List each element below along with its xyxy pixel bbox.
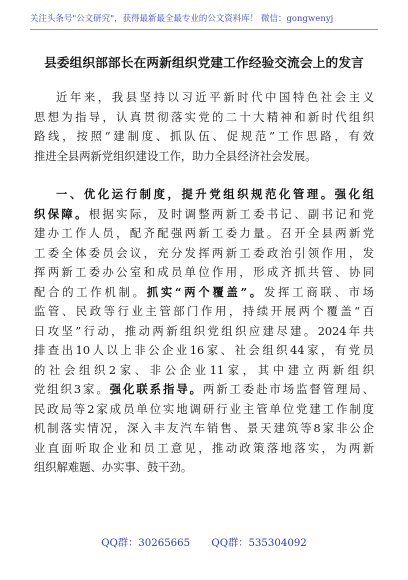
document-body: [34, 88, 374, 478]
paragraph-line: 建办工作人员，配齐配强两新工委力量。召开全县两新党: [34, 227, 374, 240]
subheading-strengthen-org: 强化组: [334, 187, 374, 201]
paragraph-line: 机制落实情况，深入丰友汽车销售、景天建筑等8家非公企: [34, 422, 374, 435]
subheading-two-coverage: 抓实“两个覆盖”。: [146, 284, 265, 299]
paragraph-line: [34, 205, 374, 225]
paragraph-line: 民政局等2家成员单位实地调研行业主管单位党建工作制度: [34, 402, 374, 416]
paragraph-line: 排查出10人以上非公企业16家、社会组织44家，有党员: [34, 344, 374, 357]
footer-qq-group-1: QQ群：30265665: [101, 538, 191, 549]
paragraph-line: 组织解难题、办实事、鼓干劲。: [34, 461, 193, 474]
document-title: 县委组织部部长在两新组织党建工作经验交流会上的发言: [44, 55, 364, 70]
paragraph-line: [34, 283, 374, 303]
header-divider: [30, 29, 378, 30]
paragraph-line: 日攻坚”行动，推动两新组织党组织应建尽建。2024年共: [34, 324, 374, 338]
subheading-strengthen-org-cont: 织保障。: [34, 206, 89, 221]
header-promo-note: 关注头条号"公文研究"，获得最新最全最专业的公文资料库！ 微信：gongwenyj: [30, 13, 334, 23]
paragraph-line: 工委全体委员会议，充分发挥两新工委政治引领作用，发: [34, 246, 374, 260]
paragraph-line: 近年来，我县坚持以习近平新时代中国特色社会主义: [56, 91, 374, 104]
paragraph-line: 路线，按照“建制度、抓队伍、促规范”工作思路，有效: [34, 130, 374, 143]
paragraph-line: 监管、民政等行业主管部门作用，持续开展两个覆盖“百: [34, 305, 374, 318]
footer-qq-group-2: QQ群：535304092: [211, 538, 307, 549]
paragraph-line: 业直面听取企业和员工意见，推动政策落地落实，为两新: [34, 441, 374, 455]
paragraph-text: 发挥工商联、市场: [264, 285, 374, 299]
section-heading-line: [34, 185, 374, 205]
paragraph-line: 的社会组织2家、非公企业11家，其中建立两新组织: [34, 363, 374, 377]
paragraph-line: 挥两新工委办公室和成员单位作用，形成齐抓共管、协同: [34, 266, 374, 279]
paragraph-text: 两新工委赴市场监督管理局、: [202, 383, 374, 396]
paragraph-line: [34, 380, 374, 400]
paragraph-text: 党组织3家。: [34, 383, 110, 396]
paragraph-text: 根据实际，及时调整两新工委书记、副书记和党: [88, 207, 374, 221]
section-heading: 一、优化运行制度，提升党组织规范化管理。: [56, 187, 335, 201]
paragraph-line: 思想为指导，认真贯彻落实党的二十大精神和新时代组织: [34, 110, 374, 124]
footer-contact: [0, 534, 408, 549]
subheading-contact-guidance: 强化联系指导。: [109, 382, 203, 396]
paragraph-line: 推进全县两新党组织建设工作，助力全县经济社会发展。: [34, 149, 317, 163]
paragraph-text: 配合的工作机制。: [34, 285, 147, 299]
